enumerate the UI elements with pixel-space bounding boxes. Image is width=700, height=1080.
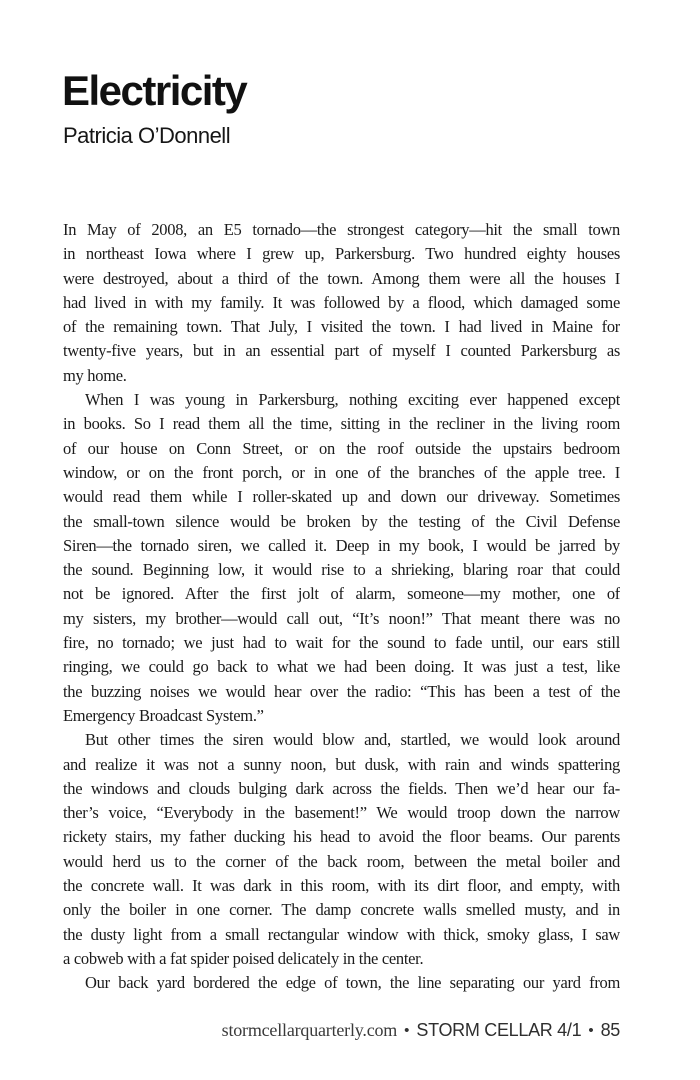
body-line: would herd us to the corner of the back room, between the metal boiler and xyxy=(63,851,620,871)
footer-bullet-icon: • xyxy=(404,1022,410,1039)
body-line: ther’s voice, “Everybody in the basement!” We would troop down the narrow xyxy=(63,803,620,823)
body-line: my sisters, my brother—would call out, “It’s noon!” That meant there was no xyxy=(63,608,620,628)
body-line: had lived in with my family. It was followed by a flood, which damaged some xyxy=(63,292,620,312)
body-line: Siren—the tornado siren, we called it. Deep in my book, I would be jarred by xyxy=(63,535,620,555)
body-line: twenty-five years, but in an essential part of myself I counted Parkersburg as xyxy=(63,341,620,361)
body-line: my home. xyxy=(63,365,127,385)
article-body xyxy=(63,218,620,996)
body-line: rickety stairs, my father ducking his head to avoid the floor beams. Our parents xyxy=(63,827,620,847)
body-line: the buzzing noises we would hear over the radio: “This has been a test of the xyxy=(63,681,620,701)
body-line: were destroyed, about a third of the town. Among them were all the houses I xyxy=(63,268,620,288)
body-line: In May of 2008, an E5 tornado—the strongest category—hit the small town xyxy=(63,220,620,239)
article-title: Electricity xyxy=(62,67,247,114)
article-author: Patricia O’Donnell xyxy=(63,123,231,148)
body-line: only the boiler in one corner. The damp concrete walls smelled musty, and in xyxy=(63,900,620,920)
body-line: the concrete wall. It was dark in this room, with its dirt floor, and empty, with xyxy=(63,876,620,896)
footer-page-number: 85 xyxy=(600,1020,620,1040)
body-line: not be ignored. After the first jolt of alarm, someone—my mother, one of xyxy=(63,584,620,604)
page-footer xyxy=(63,1018,620,1044)
body-line: in northeast Iowa where I grew up, Parkersburg. Two hundred eighty houses xyxy=(63,244,620,264)
footer-journal: STORM CELLAR 4/1 xyxy=(416,1020,582,1040)
body-line: When I was young in Parkersburg, nothing exciting ever happened except xyxy=(85,390,620,410)
footer-website: stormcellarquarterly.com xyxy=(221,1020,398,1040)
body-line: But other times the siren would blow and, startled, we would look around xyxy=(85,730,620,750)
body-line: of the remaining town. That July, I visited the town. I had lived in Maine for xyxy=(63,317,620,337)
body-line: the sound. Beginning low, it would rise to a shrieking, blaring roar that could xyxy=(63,560,620,580)
body-line: ringing, we could go back to what we had been doing. It was just a test, like xyxy=(63,657,620,677)
body-line: the windows and clouds bulging dark across the fields. Then we’d hear our fa- xyxy=(63,778,620,798)
body-line: of our house on Conn Street, or on the roof outside the upstairs bedroom xyxy=(63,438,620,458)
body-line: Our back yard bordered the edge of town, the line separating our yard from xyxy=(85,973,620,993)
body-line: the small-town silence would be broken by the testing of the Civil Defense xyxy=(63,511,620,531)
body-line: window, or on the front porch, or in one of the branches of the apple tree. I xyxy=(63,462,620,482)
body-line: and realize it was not a sunny noon, but dusk, with rain and winds spattering xyxy=(63,754,620,774)
footer-bullet-icon: • xyxy=(588,1022,594,1039)
body-line: in books. So I read them all the time, sitting in the recliner in the living room xyxy=(63,414,620,434)
body-line: a cobweb with a fat spider poised delicately in the center. xyxy=(63,948,424,968)
body-line: fire, no tornado; we just had to wait for the sound to fade until, our ears still xyxy=(63,633,620,653)
body-line: would read them while I roller-skated up and down our driveway. Sometimes xyxy=(63,487,620,507)
body-line: Emergency Broadcast System.” xyxy=(63,705,264,725)
body-line: the dusty light from a small rectangular window with thick, smoky glass, I saw xyxy=(63,924,620,944)
